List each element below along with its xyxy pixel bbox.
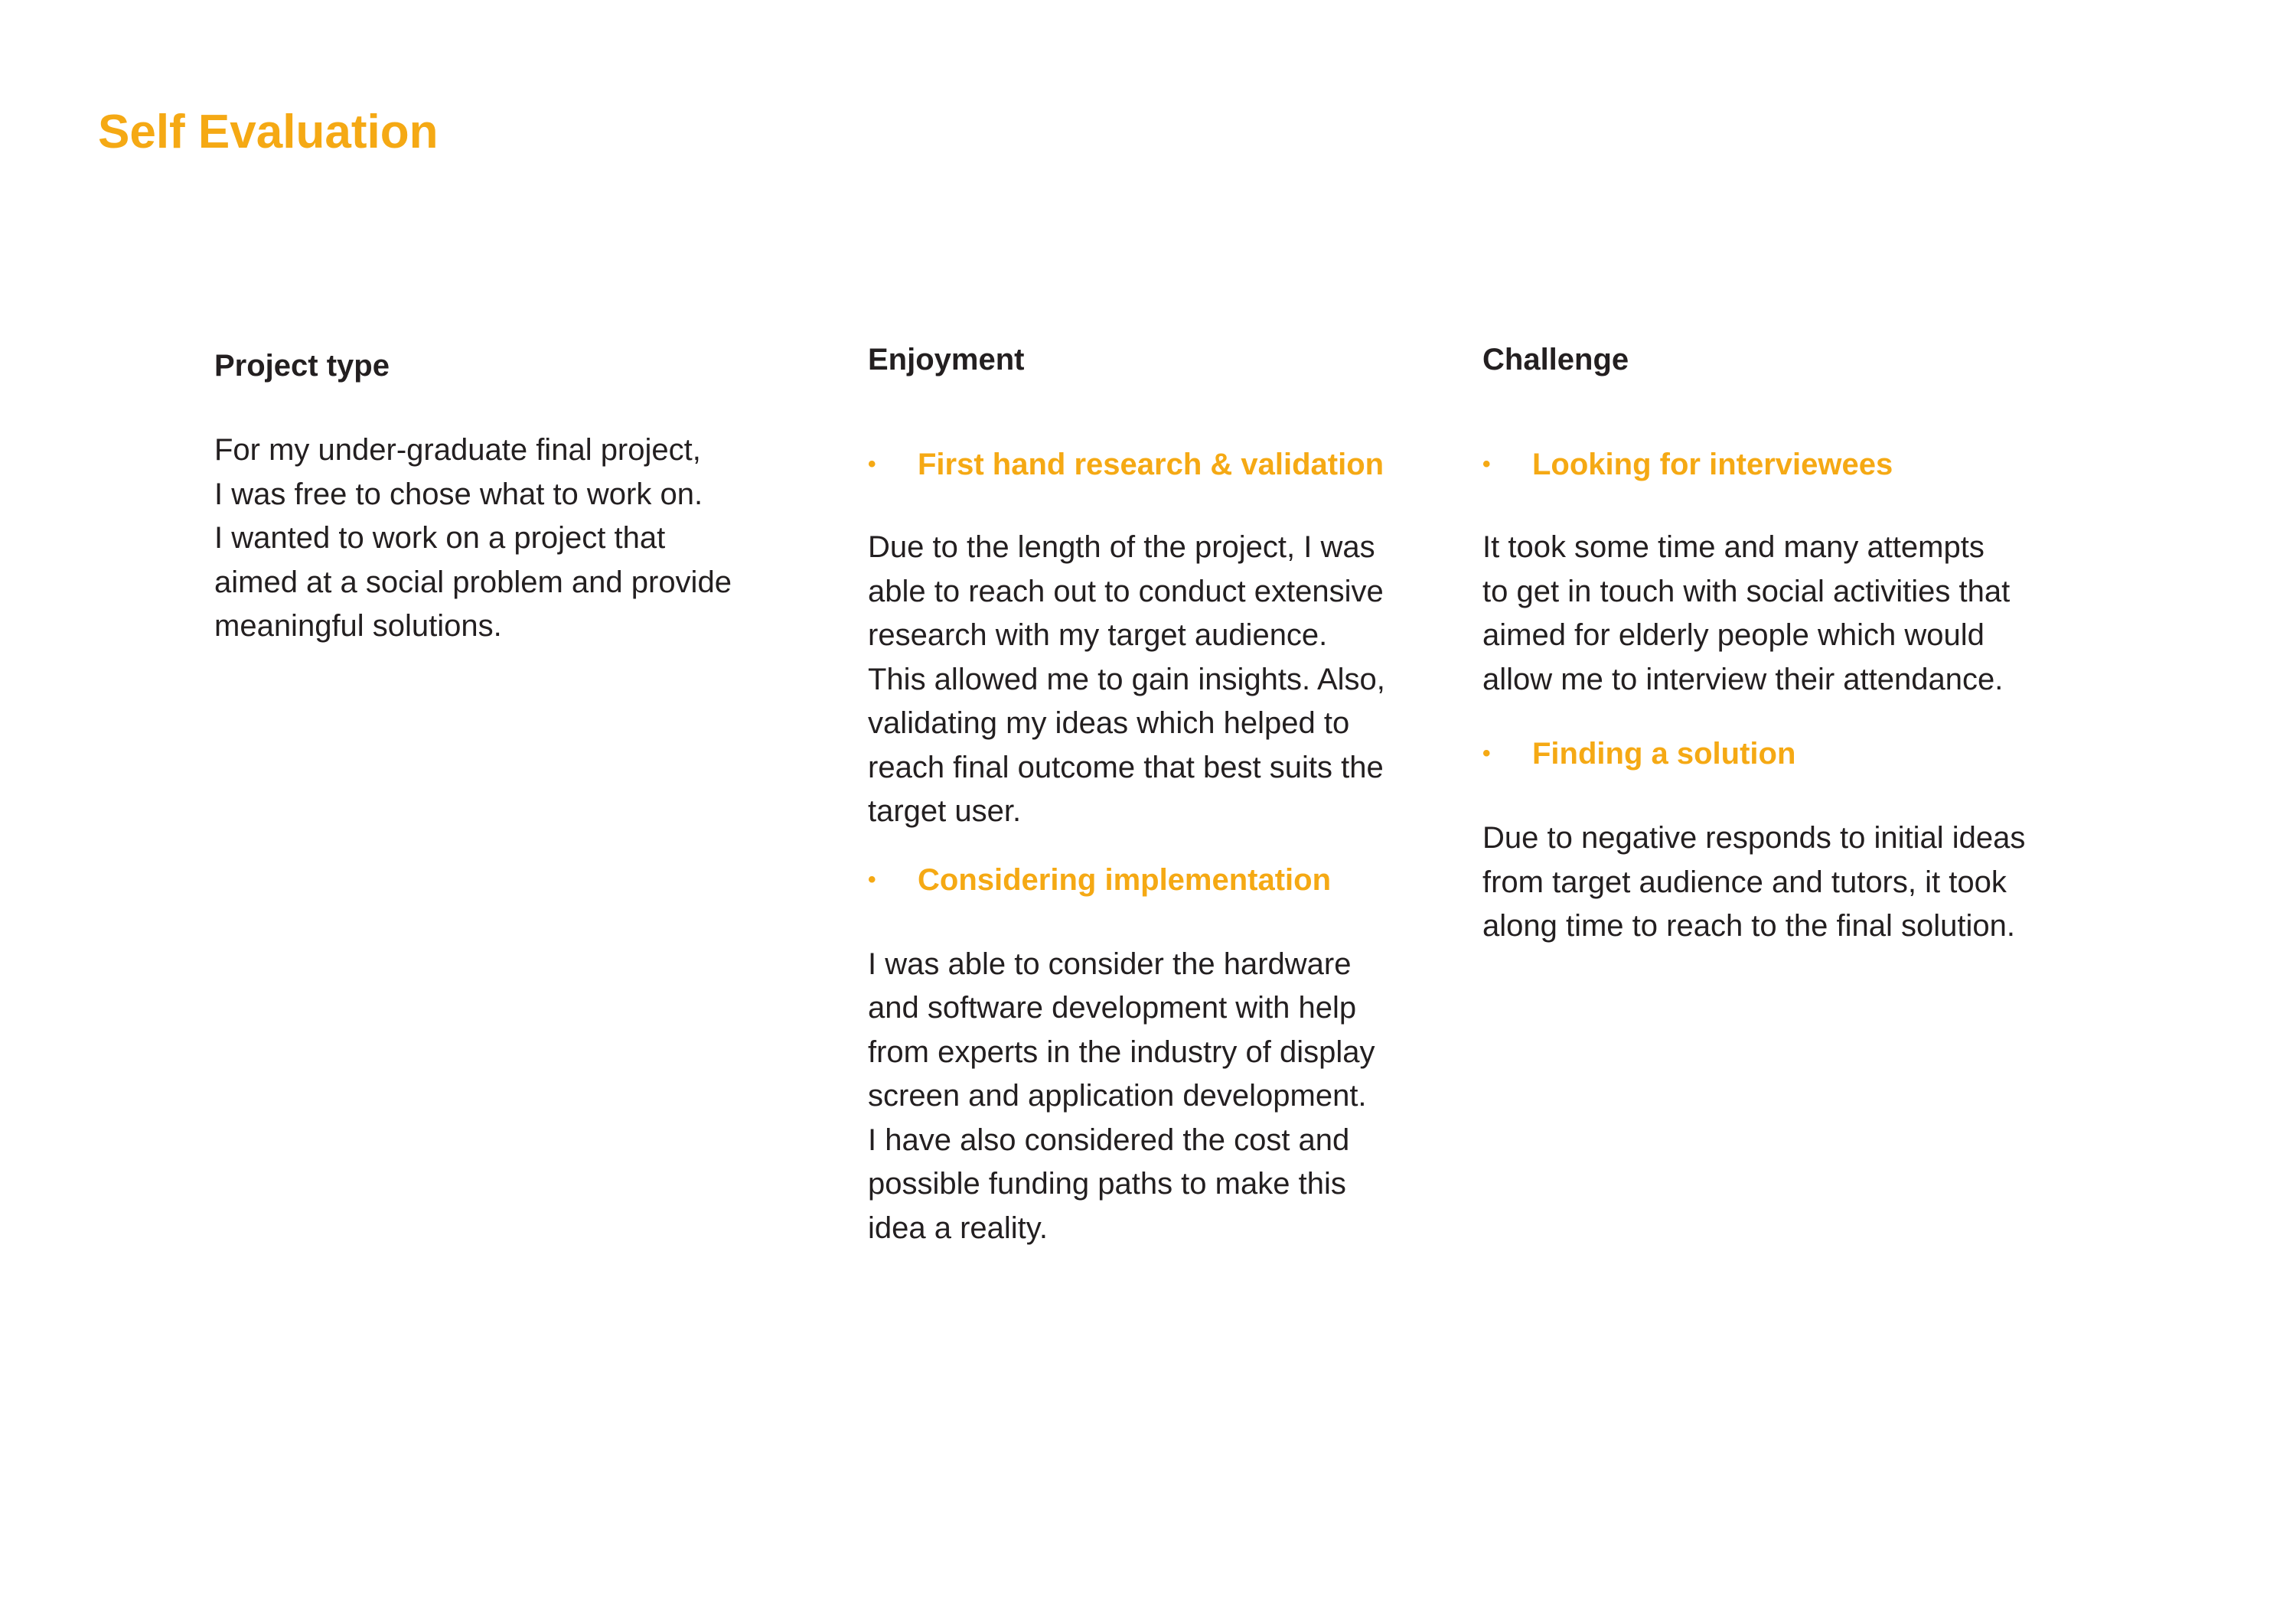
bullet-dot-icon: • — [1482, 451, 1491, 477]
page-title: Self Evaluation — [98, 106, 439, 158]
enjoyment-bullet-implementation-title: Considering implementation — [918, 862, 1332, 897]
enjoyment-bullet-research-title: First hand research & validation — [918, 448, 1384, 481]
bullet-dot-icon: • — [868, 451, 876, 477]
challenge-bullet-solution — [1482, 731, 2095, 777]
challenge-bullet-solution-title: Finding a solution — [1532, 737, 1796, 771]
challenge-interviewees-paragraph: It took some time and many attempts to get in touch with social activities that aimed for elderly people which would allow me to interview their attendance. — [1482, 530, 2011, 696]
enjoyment-column — [868, 337, 1480, 1250]
project-type-heading: Project type — [214, 349, 390, 383]
project-type-column — [214, 343, 827, 649]
enjoyment-heading: Enjoyment — [868, 343, 1025, 376]
enjoyment-bullet-implementation — [868, 857, 1480, 903]
challenge-bullet-interviewees-title: Looking for interviewees — [1532, 448, 1893, 481]
bullet-dot-icon: • — [1482, 741, 1491, 766]
enjoyment-bullet-research — [868, 442, 1480, 487]
project-type-paragraph: For my under-graduate final project, I was free to chose what to work on. I wanted to work on a project that aimed at a social problem and provide meaningful solutions. — [214, 433, 732, 643]
challenge-heading: Challenge — [1482, 343, 1629, 376]
enjoyment-research-paragraph: Due to the length of the project, I was able to reach out to conduct extensive research with my target audience. This allowed me to gain insights. Also, validating my ideas which helped to reach final outcome that best suits the target user. — [868, 530, 1385, 828]
bullet-dot-icon: • — [868, 866, 876, 892]
challenge-bullet-interviewees — [1482, 442, 2095, 487]
challenge-solution-paragraph: Due to negative responds to initial ideas from target audience and tutors, it took along time to reach to the final solution. — [1482, 821, 2026, 943]
enjoyment-implementation-paragraph: I was able to consider the hardware and software development with help from experts in the industry of display screen and application development. I have also considered the cost and possible funding paths to make this idea a reality. — [868, 947, 1375, 1245]
challenge-column — [1482, 337, 2095, 949]
